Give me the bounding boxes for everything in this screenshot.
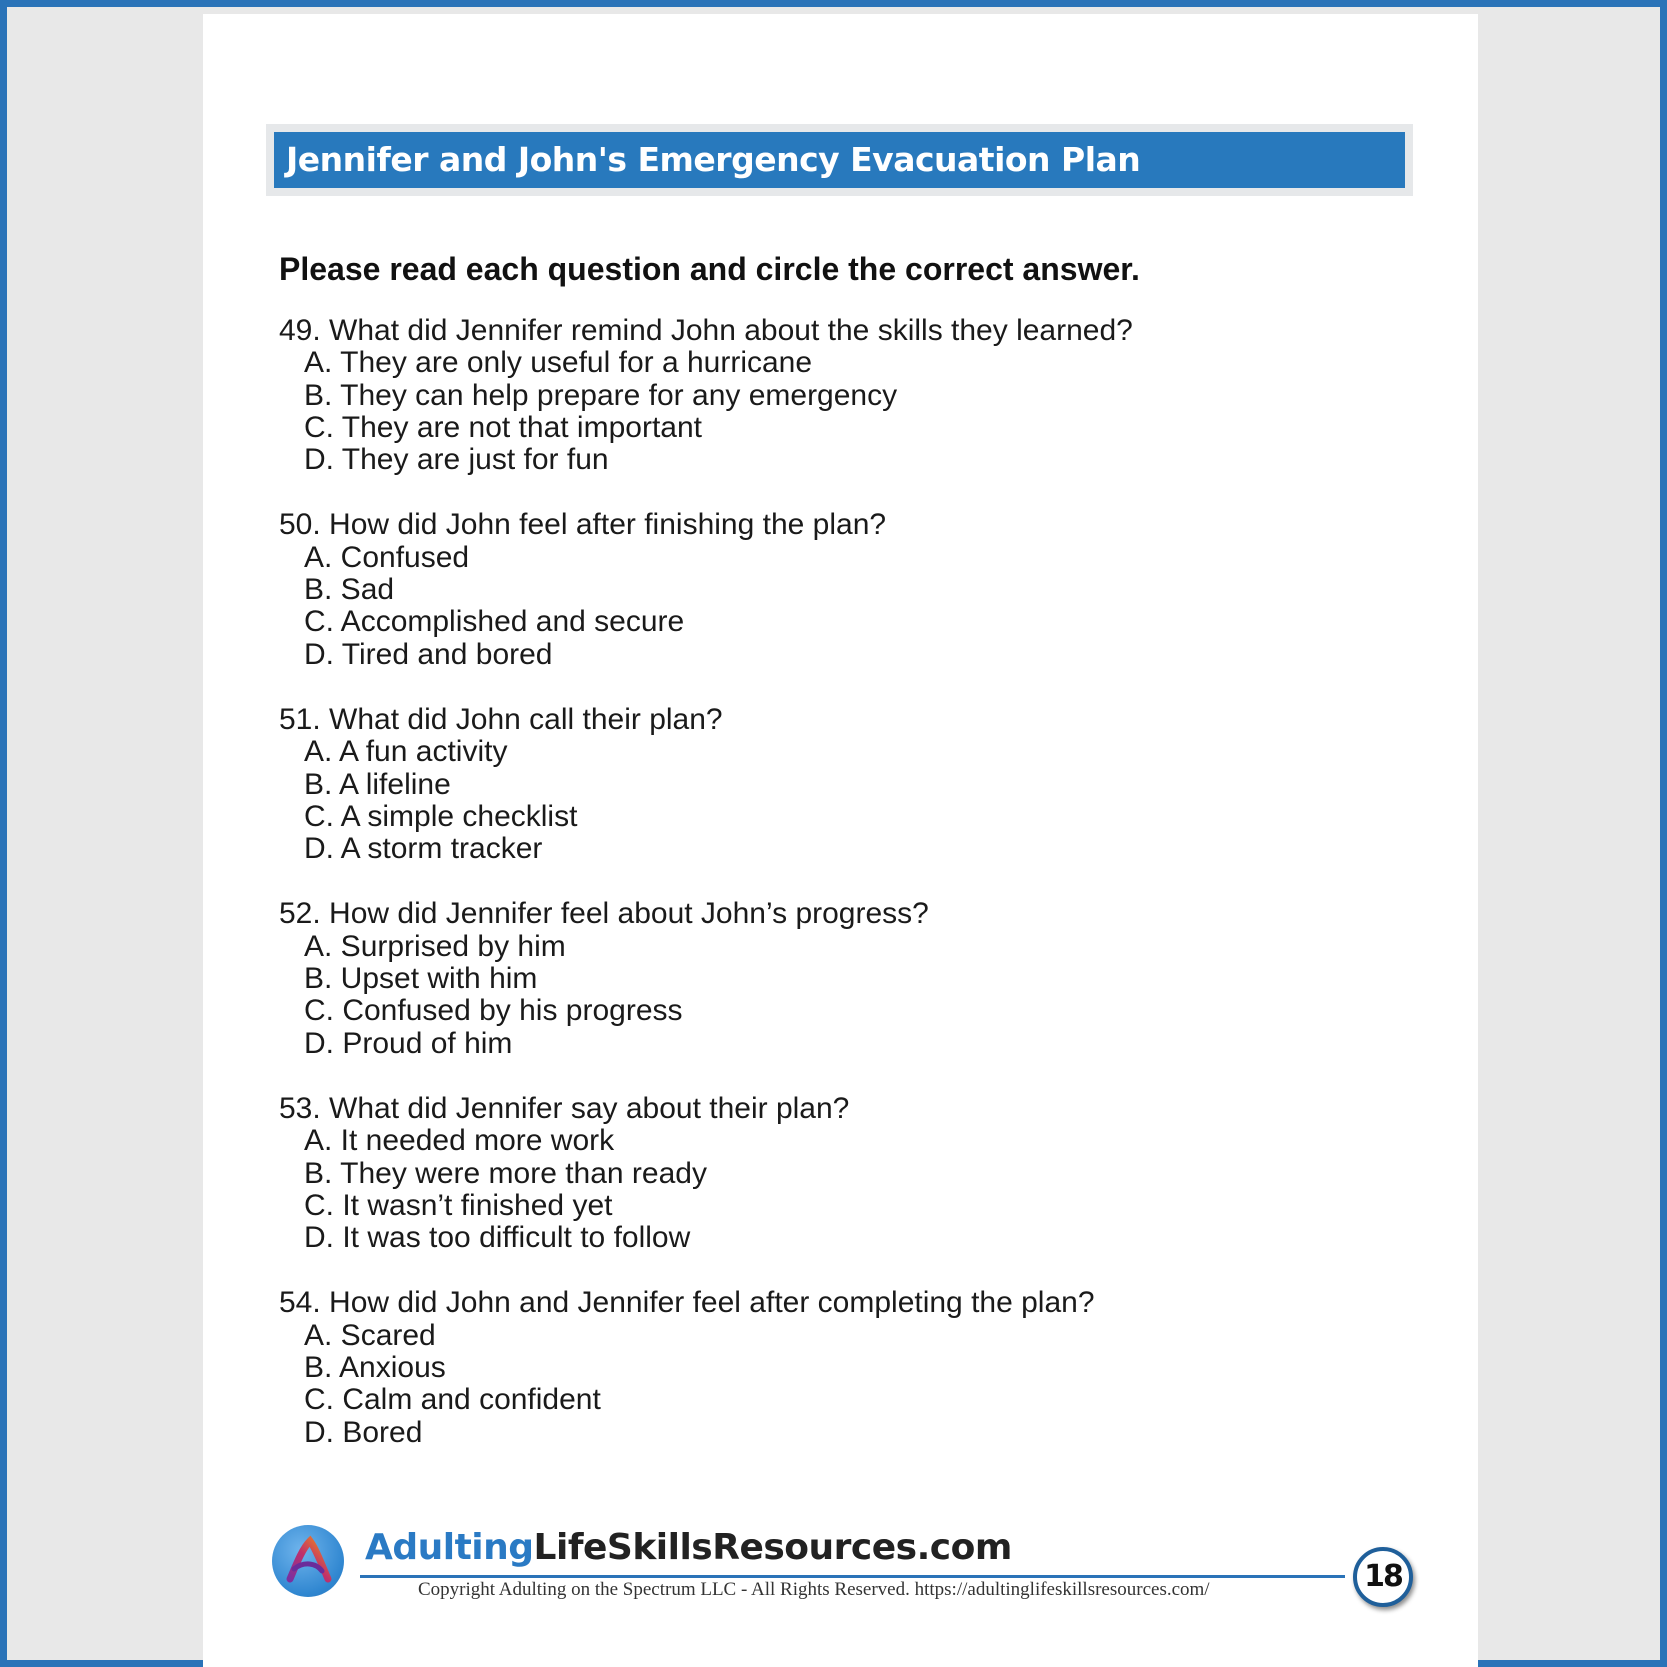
brand-name [365, 1527, 1012, 1568]
copyright-text: Copyright Adulting on the Spectrum LLC - All Rights Reserved. https://adultinglifeskillsresources.com/ [418, 1579, 1210, 1600]
answer-option[interactable]: C. They are not that important [304, 410, 702, 444]
question-text: 54. How did John and Jennifer feel after completing the plan? [279, 1286, 1095, 1320]
answer-option[interactable]: B. They can help prepare for any emergency [304, 378, 898, 412]
answer-option[interactable]: A. They are only useful for a hurricane [304, 346, 813, 380]
answer-option[interactable]: B. They were more than ready [304, 1156, 707, 1190]
answer-option[interactable]: B. Anxious [304, 1351, 446, 1385]
answer-option[interactable]: B. Sad [304, 573, 395, 607]
answer-option[interactable]: D. Bored [304, 1415, 423, 1449]
brand-part-adulting: Adulting [365, 1527, 534, 1568]
question-item [279, 1093, 1133, 1254]
question-item [279, 315, 1133, 476]
page-footer [203, 1519, 1478, 1639]
footer-divider [360, 1575, 1345, 1578]
answer-option[interactable]: B. Upset with him [304, 962, 538, 996]
answer-option[interactable]: D. A storm tracker [304, 832, 543, 866]
question-item [279, 898, 1133, 1059]
answer-option[interactable]: D. They are just for fun [304, 443, 609, 477]
instructions: Please read each question and circle the correct answer. [279, 251, 1140, 287]
answer-option[interactable]: A. Surprised by him [304, 929, 566, 963]
answer-option[interactable]: A. It needed more work [304, 1124, 615, 1158]
answer-option[interactable]: D. Tired and bored [304, 637, 553, 671]
page-title: Jennifer and John's Emergency Evacuation Plan [274, 132, 1405, 188]
answer-option[interactable]: A. Scared [304, 1318, 436, 1352]
adulting-logo-icon [272, 1525, 344, 1597]
answer-option[interactable]: D. Proud of him [304, 1026, 513, 1060]
page-number-badge: 18 [1353, 1547, 1413, 1607]
question-item [279, 704, 1133, 865]
question-text: 51. What did John call their plan? [279, 702, 723, 736]
answer-option[interactable]: A. A fun activity [304, 735, 508, 769]
answer-option[interactable]: B. A lifeline [304, 767, 451, 801]
question-text: 53. What did Jennifer say about their plan? [279, 1091, 850, 1125]
worksheet-page [203, 14, 1478, 1667]
question-list [279, 315, 1133, 1482]
brand-part-domain: LifeSkillsResources.com [533, 1527, 1012, 1568]
answer-option[interactable]: C. Calm and confident [304, 1383, 601, 1417]
question-item [279, 1287, 1133, 1448]
answer-option[interactable]: C. It wasn’t finished yet [304, 1188, 613, 1222]
question-text: 49. What did Jennifer remind John about the skills they learned? [279, 314, 1133, 347]
question-item [279, 509, 1133, 670]
answer-option[interactable]: C. Accomplished and secure [304, 605, 685, 639]
answer-option[interactable]: A. Confused [304, 540, 470, 574]
answer-option[interactable]: C. Confused by his progress [304, 994, 683, 1028]
question-text: 52. How did Jennifer feel about John’s progress? [279, 897, 929, 931]
question-text: 50. How did John feel after finishing the plan? [279, 508, 887, 542]
answer-option[interactable]: D. It was too difficult to follow [304, 1221, 691, 1255]
answer-option[interactable]: C. A simple checklist [304, 799, 578, 833]
title-banner [266, 124, 1413, 196]
